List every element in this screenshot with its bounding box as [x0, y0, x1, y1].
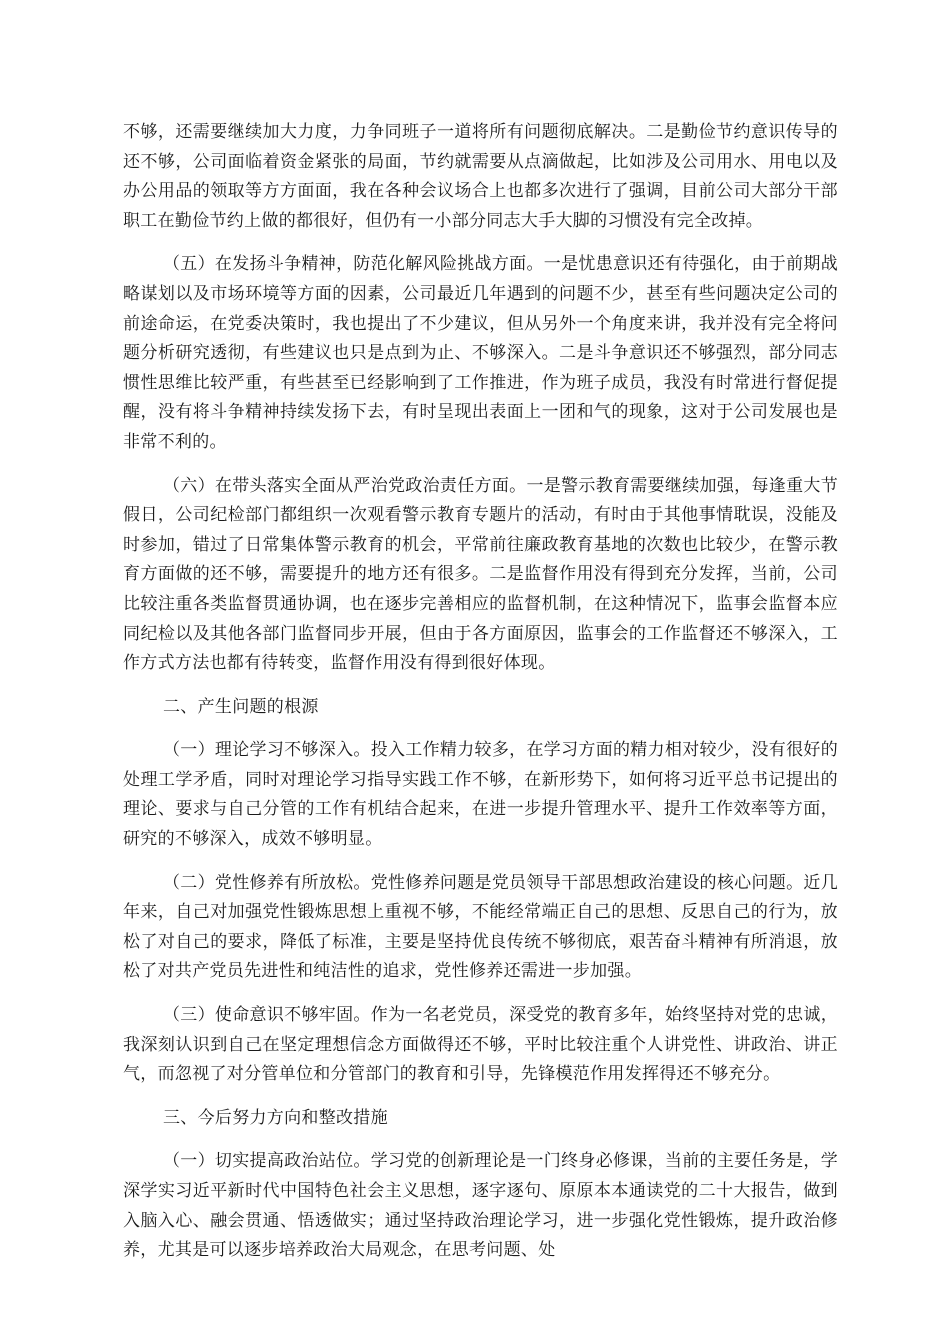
document-body [123, 118, 838, 1280]
paragraph-section-5-struggle-spirit: （五）在发扬斗争精神，防范化解风险挑战方面。一是忧患意识还有待强化，由于前期战略谋划以及市场环境等方面的因素，公司最近几年遇到的问题不少，甚至有些问题决定公司的前途命运，在党委决策时，我也提出了不少建议，但从另外一个角度来讲，我并没有完全将问题分析研究透彻，有些建议也只是点到为止、不够深入。二是斗争意识还不够强烈，部分同志惯性思维比较严重，有些甚至已经影响到了工作推进，作为班子成员，我没有时常进行督促提醒，没有将斗争精神持续发扬下去，有时呈现出表面上一团和气的现象，这对于公司发展也是非常不利的。 [123, 254, 838, 452]
paragraph-cause-2-party-spirit: （二）党性修养有所放松。党性修养问题是党员领导干部思想政治建设的核心问题。近几年来，自己对加强党性锻炼思想上重视不够，不能经常端正自己的思想、反思自己的行为，放松了对自己的要求，降低了标准，主要是坚持优良传统不够彻底，艰苦奋斗精神有所消退，放松了对共产党员先进性和纯洁性的追求，党性修养还需进一步加强。 [123, 872, 838, 982]
paragraph-cause-3-mission-awareness: （三）使命意识不够牢固。作为一名老党员，深受党的教育多年，始终坚持对党的忠诚，我深刻认识到自己在坚定理想信念方面做得还不够，平时比较注重个人讲党性、讲政治、讲正气，而忽视了对分管单位和分管部门的教育和引导，先锋模范作用发挥得还不够充分。 [123, 1005, 838, 1085]
paragraph-frugality-continued: 不够，还需要继续加大力度，力争同班子一道将所有问题彻底解决。二是勤俭节约意识传导的还不够，公司面临着资金紧张的局面，节约就需要从点滴做起，比如涉及公司用水、用电以及办公用品的领取等方方面面，我在各种会议场合上也都多次进行了强调，目前公司大部分干部职工在勤俭节约上做的都很好，但仍有一小部分同志大手大脚的习惯没有完全改掉。 [123, 122, 838, 231]
heading-root-causes: 二、产生问题的根源 [163, 696, 319, 717]
paragraph-cause-1-theory-study: （一）理论学习不够深入。投入工作精力较多，在学习方面的精力相对较少，没有很好的处理工学矛盾，同时对理论学习指导实践工作不够，在新形势下，如何将习近平总书记提出的理论、要求与自己分管的工作有机结合起来，在进一步提升管理水平、提升工作效率等方面，研究的不够深入，成效不够明显。 [123, 740, 838, 850]
paragraph-section-6-party-governance: （六）在带头落实全面从严治党政治责任方面。一是警示教育需要继续加强，每逢重大节假日，公司纪检部门都组织一次观看警示教育专题片的活动，有时由于其他事情耽误，没能及时参加，错过了日常集体警示教育的机会，平常前往廉政教育基地的次数也比较少，在警示教育方面做的还不够，需要提升的地方还有很多。二是监督作用没有得到充分发挥，当前，公司比较注重各类监督贯通协调，也在逐步完善相应的监督机制，在这种情况下，监事会监督本应同纪检以及其他各部门监督同步开展，但由于各方面原因，监事会的工作监督还不够深入，工作方式方法也都有待转变，监督作用没有得到很好体现。 [123, 475, 838, 674]
paragraph-measure-1-political-stance: （一）切实提高政治站位。学习党的创新理论是一门终身必修课，当前的主要任务是，学深学实习近平新时代中国特色社会主义思想，逐字逐句、原原本本通读党的二十大报告，做到入脑入心、融会贯通、悟透做实；通过坚持政治理论学习，进一步强化党性锻炼，提升政治修养，尤其是可以逐步培养政治大局观念，在思考问题、处 [123, 1151, 838, 1261]
heading-rectification-measures: 三、今后努力方向和整改措施 [163, 1107, 388, 1128]
